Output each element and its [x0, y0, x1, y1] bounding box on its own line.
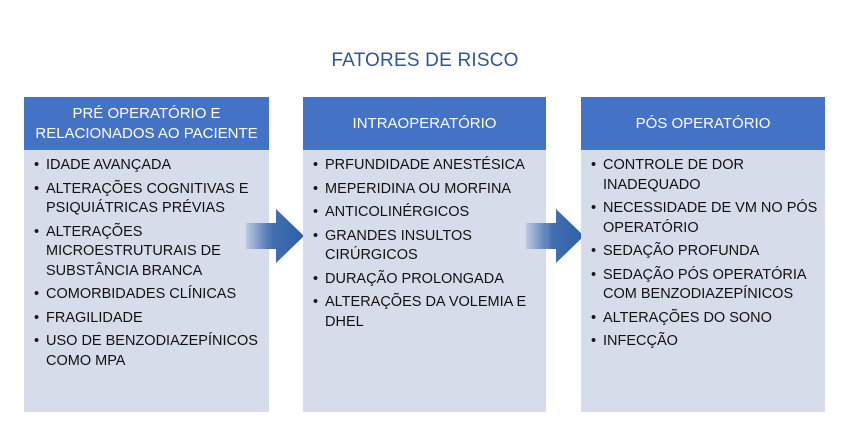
list-item: • ALTERAÇÕES MICROESTRUTURAIS DE SUBSTÂNCIA BRANCA [34, 223, 263, 282]
risk-factor-list [34, 156, 263, 371]
diagram-title: FATORES DE RISCO [331, 50, 519, 71]
list-item: • ALTERAÇÕES DA VOLEMIA E DHEL [313, 293, 540, 332]
list-item: • ALTERAÇÕES COGNITIVAS E PSIQUIÁTRICAS PRÉVIAS [34, 180, 263, 219]
list-item: • MEPERIDINA OU MORFINA [313, 180, 540, 200]
list-item: • NECESSIDADE DE VM NO PÓS OPERATÓRIO [591, 199, 819, 238]
column-pre-operatorio [24, 97, 269, 412]
column-body [303, 150, 546, 412]
risk-factor-list [313, 156, 540, 332]
column-intraoperatorio [303, 97, 546, 412]
list-item: • ANTICOLINÉRGICOS [313, 203, 540, 223]
list-item: • COMORBIDADES CLÍNICAS [34, 285, 263, 305]
right-arrow-icon [526, 209, 584, 263]
list-item: • GRANDES INSULTOS CIRÚRGICOS [313, 227, 540, 266]
list-item: • FRAGILIDADE [34, 309, 263, 329]
list-item: • INFECÇÃO [591, 332, 819, 352]
list-item: • SEDAÇÃO PROFUNDA [591, 242, 819, 262]
list-item: • PRFUNDIDADE ANESTÉSICA [313, 156, 540, 176]
list-item: • USO DE BENZODIAZEPÍNICOS COMO MPA [34, 332, 263, 371]
list-item: • ALTERAÇÕES DO SONO [591, 309, 819, 329]
column-body [581, 150, 825, 412]
list-item: • CONTROLE DE DOR INADEQUADO [591, 156, 819, 195]
column-header: INTRAOPERATÓRIO [303, 97, 546, 150]
list-item: • DURAÇÃO PROLONGADA [313, 270, 540, 290]
column-header: PRÉ OPERATÓRIO E RELACIONADOS AO PACIENTE [24, 97, 269, 150]
column-header: PÓS OPERATÓRIO [581, 97, 825, 150]
column-pos-operatorio [581, 97, 825, 412]
column-body [24, 150, 269, 412]
right-arrow-icon [246, 209, 304, 263]
risk-factor-list [591, 156, 819, 352]
list-item: • SEDAÇÃO PÓS OPERATÓRIA COM BENZODIAZEPÍNICOS [591, 266, 819, 305]
list-item: • IDADE AVANÇADA [34, 156, 263, 176]
